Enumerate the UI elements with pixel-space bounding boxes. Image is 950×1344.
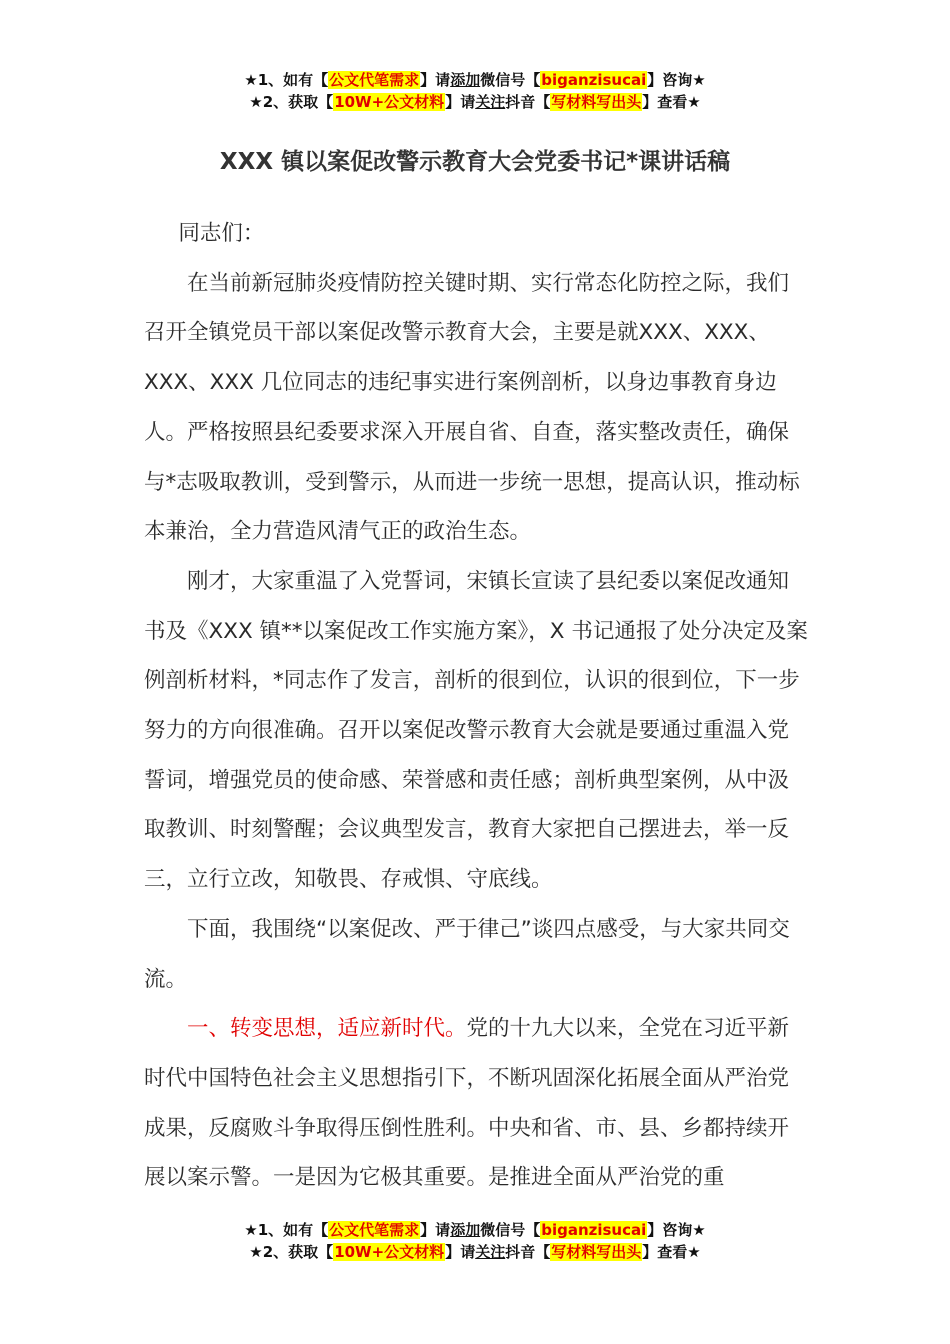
paragraph-4 <box>144 1004 808 1203</box>
footer-promo-line-1-highlight-service: 公文代笔需求 <box>329 1221 420 1239</box>
footer-promo-line-1-prefix: ★1、如有【 <box>244 1221 329 1239</box>
promo-line-2-highlight-account: 写材料写出头 <box>551 93 642 111</box>
footer-promo-line-1-underlined: 添加 <box>450 1221 481 1239</box>
footer-promo-line-2-highlight-account: 写材料写出头 <box>551 1243 642 1261</box>
promo-line-1-highlight-account: biganzisucai <box>541 71 647 89</box>
paragraph-4-body: 党的十九大以来，全党在习近平新时代中国特色社会主义思想指引下，不断巩固深化拓展全面从严治党成果，反腐败斗争取得压倒性胜利。中央和省、市、县、乡都持续开展以案示警。一是因为它极其重要。是推进全面从严治党的重 <box>144 1016 790 1191</box>
footer-promo-line-1-mid2: 微信号【 <box>480 1221 541 1239</box>
footer-promo-line-1 <box>0 1219 950 1241</box>
promo-line-2 <box>0 91 950 113</box>
footer-promo-line-2-underlined: 关注 <box>475 1243 506 1261</box>
promo-line-2-mid2: 抖音【 <box>505 93 551 111</box>
document-title: XXX 镇以案促改警示教育大会党委书记*课讲话稿 <box>219 149 731 175</box>
footer-promo-line-2-highlight-materials: 10W+公文材料 <box>334 1243 445 1261</box>
footer-promo-banner <box>0 1219 950 1263</box>
footer-promo-line-1-highlight-account: biganzisucai <box>541 1221 647 1239</box>
salutation: 同志们： <box>178 221 265 246</box>
paragraph-3: 下面，我围绕“以案促改、严于律己”谈四点感受，与大家共同交流。 <box>144 916 790 992</box>
promo-line-2-prefix: ★2、获取【 <box>249 93 334 111</box>
section-heading-1: 一、转变思想，适应新时代。 <box>187 1016 467 1042</box>
promo-line-2-underlined: 关注 <box>475 93 506 111</box>
footer-promo-line-2-prefix: ★2、获取【 <box>249 1243 334 1261</box>
footer-promo-line-2-suffix: 】查看★ <box>642 1243 701 1261</box>
footer-promo-line-2-mid: 】请 <box>445 1243 476 1261</box>
promo-line-1-suffix: 】咨询★ <box>647 71 706 89</box>
promo-line-2-highlight-materials: 10W+公文材料 <box>334 93 445 111</box>
document-body <box>144 209 808 1203</box>
promo-line-1-mid2: 微信号【 <box>480 71 541 89</box>
footer-promo-line-2-mid2: 抖音【 <box>505 1243 551 1261</box>
footer-promo-line-2 <box>0 1241 950 1263</box>
promo-line-1-prefix: ★1、如有【 <box>244 71 329 89</box>
promo-line-1-highlight-service: 公文代笔需求 <box>329 71 420 89</box>
promo-line-2-mid: 】请 <box>445 93 476 111</box>
footer-promo-line-1-suffix: 】咨询★ <box>647 1221 706 1239</box>
paragraph-2: 刚才，大家重温了入党誓词，宋镇长宣读了县纪委以案促改通知书及《XXX 镇**以案促改工作实施方案》，X 书记通报了处分决定及案例剖析材料，*同志作了发言，剖析的很到位，认识的很到位，下一步努力的方向很准确。召开以案促改警示教育大会就是要通过重温入党誓词，增强党员的使命感、荣誉感和责任感；剖析典型案例，从中汲取教训、时刻警醒；会议典型发言，教育大家把自己摆进去，举一反三，立行立改，知敬畏、存戒惧、守底线。 <box>144 568 808 893</box>
promo-line-2-suffix: 】查看★ <box>642 93 701 111</box>
promo-line-1-underlined: 添加 <box>450 71 481 89</box>
paragraph-1: 在当前新冠肺炎疫情防控关键时期、实行常态化防控之际，我们召开全镇党员干部以案促改警示教育大会，主要是就XXX、XXX、XXX、XXX 几位同志的违纪事实进行案例剖析，以身边事教育身边人。严格按照县纪委要求深入开展自省、自查，落实整改责任，确保与*志吸取教训，受到警示，从而进一步统一思想，提高认识，推动标本兼治，全力营造风清气正的政治生态。 <box>144 270 800 545</box>
footer-promo-line-1-mid: 】请 <box>420 1221 451 1239</box>
promo-line-1 <box>0 69 950 91</box>
header-promo-banner <box>0 69 950 113</box>
promo-line-1-mid: 】请 <box>420 71 451 89</box>
